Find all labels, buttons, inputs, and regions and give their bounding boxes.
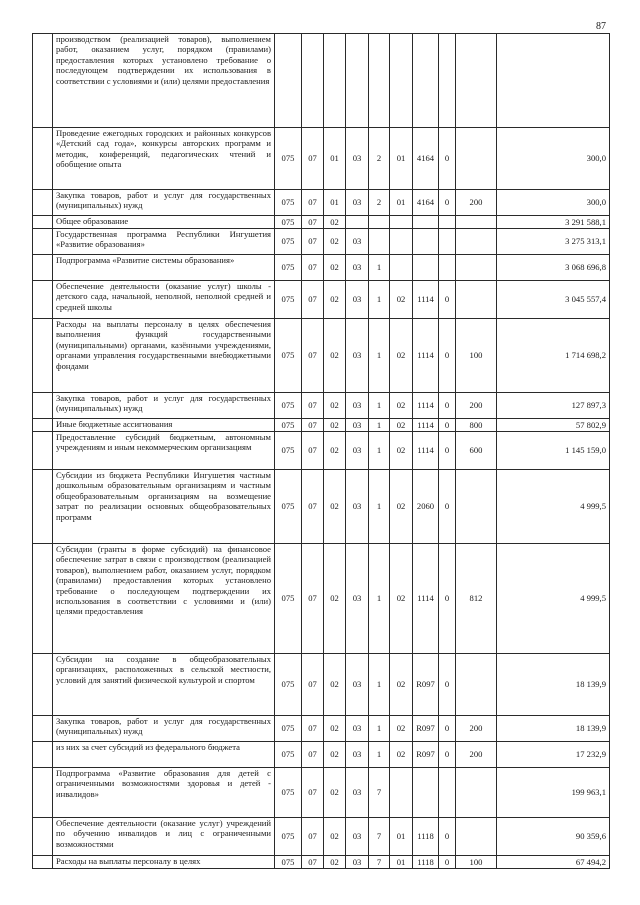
cell-event: 01 [390, 856, 413, 869]
cell-expense-type [456, 281, 497, 319]
row-description: Расходы на выплаты персоналу в целях обеспечения выполнения функций государственными (муниципальными) органами, казёнными учреждениями, органами управления государственными внебюджетными фондами [53, 319, 275, 393]
cell-subprogram: 7 [369, 768, 390, 818]
cell-event: 02 [390, 742, 413, 768]
cell-source: 0 [439, 128, 456, 190]
cell-event: 02 [390, 281, 413, 319]
cell-subprogram: 1 [369, 742, 390, 768]
cell-source: 0 [439, 470, 456, 544]
cell-gov: 075 [275, 432, 302, 470]
cell-direction [413, 768, 439, 818]
cell-program: 03 [346, 281, 369, 319]
row-description: Закупка товаров, работ и услуг для государственных (муниципальных) нужд [53, 716, 275, 742]
cell-direction: 1114 [413, 544, 439, 654]
cell-program: 03 [346, 255, 369, 281]
table-row [33, 319, 610, 393]
cell-gov: 075 [275, 470, 302, 544]
cell-program: 03 [346, 654, 369, 716]
cell-subsection: 02 [324, 281, 346, 319]
cell-direction: 1118 [413, 818, 439, 856]
page-number: 87 [596, 21, 606, 32]
cell-subprogram [369, 216, 390, 229]
cell-event: 02 [390, 319, 413, 393]
row-description: из них за счет субсидий из федерального бюджета [53, 742, 275, 768]
table-row [33, 393, 610, 419]
cell-subsection: 01 [324, 128, 346, 190]
cell-expense-type: 100 [456, 856, 497, 869]
cell-event: 02 [390, 470, 413, 544]
cell-section: 07 [302, 216, 324, 229]
cell-direction: 1118 [413, 856, 439, 869]
cell-gov: 075 [275, 818, 302, 856]
table-row [33, 432, 610, 470]
cell-expense-type: 800 [456, 419, 497, 432]
cell-expense-type: 100 [456, 319, 497, 393]
cell-section: 07 [302, 654, 324, 716]
cell-subprogram [369, 34, 390, 128]
cell-amount: 1 714 698,2 [497, 319, 610, 393]
row-description: Подпрограмма «Развитие образования для детей с ограниченными возможностями здоровья и детей - инвалидов» [53, 768, 275, 818]
cell-event [390, 255, 413, 281]
cell-event [390, 216, 413, 229]
cell-expense-type: 200 [456, 716, 497, 742]
cell-direction: 1114 [413, 281, 439, 319]
cell-program: 03 [346, 544, 369, 654]
cell-source: 0 [439, 432, 456, 470]
cell-direction [413, 34, 439, 128]
cell-expense-type [456, 216, 497, 229]
cell-event: 02 [390, 393, 413, 419]
cell-program: 03 [346, 229, 369, 255]
cell-expense-type [456, 470, 497, 544]
row-description: Предоставление субсидий бюджетным, автономным учреждениям и иным некоммерческим организациям [53, 432, 275, 470]
cell-program: 03 [346, 818, 369, 856]
cell-amount: 57 802,9 [497, 419, 610, 432]
cell-direction [413, 216, 439, 229]
cell-subprogram [369, 229, 390, 255]
table-row [33, 654, 610, 716]
cell-direction: 1114 [413, 432, 439, 470]
row-description: Иные бюджетные ассигнования [53, 419, 275, 432]
cell-expense-type [456, 229, 497, 255]
row-description: Государственная программа Республики Ингушетия «Развитие образования» [53, 229, 275, 255]
cell-source: 0 [439, 818, 456, 856]
budget-table [32, 33, 610, 869]
row-description: Субсидии (гранты в форме субсидий) на финансовое обеспечение затрат в связи с производством (реализацией товаров), выполнением работ, оказанием услуг, порядком (правилами) предоставления которых установлено требование о последующем подтверждении их использования в соответствии с условиями и (или) целями предоставления [53, 544, 275, 654]
row-description: Обеспечение деятельности (оказание услуг) школы - детского сада, начальной, неполной, неполной средней и средней школы [53, 281, 275, 319]
cell-expense-type: 200 [456, 190, 497, 216]
cell-gov: 075 [275, 319, 302, 393]
cell-subsection: 02 [324, 544, 346, 654]
row-description: Расходы на выплаты персоналу в целях [53, 856, 275, 869]
cell-program [346, 216, 369, 229]
cell-expense-type: 200 [456, 393, 497, 419]
cell-program: 03 [346, 742, 369, 768]
cell-subsection: 02 [324, 470, 346, 544]
cell-program: 03 [346, 716, 369, 742]
table-row [33, 34, 610, 128]
cell-subprogram: 1 [369, 654, 390, 716]
cell-source: 0 [439, 319, 456, 393]
cell-source: 0 [439, 856, 456, 869]
cell-section: 07 [302, 128, 324, 190]
cell-gov: 075 [275, 393, 302, 419]
table-row [33, 716, 610, 742]
cell-section: 07 [302, 818, 324, 856]
cell-program [346, 34, 369, 128]
row-description: Закупка товаров, работ и услуг для государственных (муниципальных) нужд [53, 190, 275, 216]
cell-direction: 4164 [413, 128, 439, 190]
cell-section: 07 [302, 544, 324, 654]
cell-amount: 3 291 588,1 [497, 216, 610, 229]
cell-amount: 18 139,9 [497, 654, 610, 716]
cell-expense-type: 812 [456, 544, 497, 654]
table-row [33, 419, 610, 432]
cell-direction: R097 [413, 742, 439, 768]
cell-source [439, 229, 456, 255]
cell-gov: 075 [275, 229, 302, 255]
cell-subsection: 02 [324, 716, 346, 742]
row-description: Субсидии на создание в общеобразовательных организациях, расположенных в сельской местности, условий для занятий физической культурой и спортом [53, 654, 275, 716]
cell-subsection: 02 [324, 742, 346, 768]
cell-event [390, 229, 413, 255]
cell-event: 01 [390, 818, 413, 856]
cell-gov: 075 [275, 768, 302, 818]
cell-program: 03 [346, 419, 369, 432]
cell-subsection: 02 [324, 432, 346, 470]
table-row [33, 470, 610, 544]
cell-source: 0 [439, 654, 456, 716]
cell-section: 07 [302, 229, 324, 255]
cell-direction: R097 [413, 654, 439, 716]
cell-amount: 1 145 159,0 [497, 432, 610, 470]
row-description: Субсидии из бюджета Республики Ингушетия частным дошкольным образовательным организациям и частным общеобразовательным организациям на возмещение затрат по реализации основных общеобразовательных программ [53, 470, 275, 544]
cell-subprogram: 1 [369, 281, 390, 319]
cell-subprogram: 1 [369, 393, 390, 419]
table-row [33, 128, 610, 190]
cell-event: 01 [390, 128, 413, 190]
cell-source: 0 [439, 544, 456, 654]
cell-subprogram: 1 [369, 319, 390, 393]
table-row [33, 190, 610, 216]
cell-amount: 17 232,9 [497, 742, 610, 768]
cell-program: 03 [346, 470, 369, 544]
cell-source: 0 [439, 716, 456, 742]
cell-subsection: 02 [324, 255, 346, 281]
cell-subsection: 01 [324, 190, 346, 216]
row-description: производством (реализацией товаров), выполнением работ, оказанием услуг, порядком (правилами) предоставления которых установлено требование о последующем подтверждении их использования в соответствии с условиями и (или) целями предоставления [53, 34, 275, 128]
cell-amount: 4 999,5 [497, 544, 610, 654]
cell-amount: 300,0 [497, 190, 610, 216]
cell-gov: 075 [275, 654, 302, 716]
cell-subprogram: 2 [369, 190, 390, 216]
cell-subprogram: 1 [369, 544, 390, 654]
cell-subsection: 02 [324, 229, 346, 255]
cell-direction: 2060 [413, 470, 439, 544]
table-row [33, 742, 610, 768]
cell-expense-type [456, 818, 497, 856]
cell-section: 07 [302, 255, 324, 281]
cell-direction [413, 229, 439, 255]
cell-section: 07 [302, 470, 324, 544]
cell-subprogram: 2 [369, 128, 390, 190]
cell-program: 03 [346, 432, 369, 470]
cell-section: 07 [302, 393, 324, 419]
cell-subprogram: 7 [369, 818, 390, 856]
cell-amount [497, 34, 610, 128]
cell-subprogram: 1 [369, 419, 390, 432]
cell-gov: 075 [275, 216, 302, 229]
cell-event [390, 768, 413, 818]
cell-subprogram: 1 [369, 432, 390, 470]
cell-subprogram: 1 [369, 716, 390, 742]
cell-gov: 075 [275, 190, 302, 216]
cell-program: 03 [346, 128, 369, 190]
cell-amount: 127 897,3 [497, 393, 610, 419]
cell-subsection: 02 [324, 654, 346, 716]
cell-amount: 3 045 557,4 [497, 281, 610, 319]
row-description: Общее образование [53, 216, 275, 229]
cell-section: 07 [302, 716, 324, 742]
cell-source [439, 768, 456, 818]
cell-subprogram: 1 [369, 470, 390, 544]
cell-event: 02 [390, 544, 413, 654]
cell-amount: 3 275 313,1 [497, 229, 610, 255]
cell-direction: 4164 [413, 190, 439, 216]
cell-expense-type: 200 [456, 742, 497, 768]
table-row [33, 229, 610, 255]
cell-program: 03 [346, 319, 369, 393]
table-row [33, 216, 610, 229]
cell-subsection: 02 [324, 419, 346, 432]
cell-section: 07 [302, 190, 324, 216]
cell-expense-type [456, 654, 497, 716]
row-description: Закупка товаров, работ и услуг для государственных (муниципальных) нужд [53, 393, 275, 419]
cell-gov: 075 [275, 128, 302, 190]
cell-section: 07 [302, 419, 324, 432]
cell-source [439, 255, 456, 281]
cell-event: 02 [390, 654, 413, 716]
cell-program: 03 [346, 768, 369, 818]
cell-gov: 075 [275, 742, 302, 768]
cell-expense-type: 600 [456, 432, 497, 470]
cell-expense-type [456, 34, 497, 128]
row-description: Обеспечение деятельности (оказание услуг) учреждений по обучению инвалидов и лиц с ограниченными возможностями [53, 818, 275, 856]
cell-subsection: 02 [324, 818, 346, 856]
cell-amount: 300,0 [497, 128, 610, 190]
cell-source [439, 216, 456, 229]
table-row [33, 281, 610, 319]
cell-event: 02 [390, 419, 413, 432]
cell-section: 07 [302, 742, 324, 768]
cell-source: 0 [439, 281, 456, 319]
cell-subsection: 02 [324, 768, 346, 818]
cell-subsection: 02 [324, 393, 346, 419]
cell-direction: 1114 [413, 319, 439, 393]
cell-event: 02 [390, 716, 413, 742]
cell-gov: 075 [275, 281, 302, 319]
cell-expense-type [456, 768, 497, 818]
cell-event: 01 [390, 190, 413, 216]
cell-expense-type [456, 128, 497, 190]
cell-source: 0 [439, 742, 456, 768]
cell-subsection [324, 34, 346, 128]
cell-source [439, 34, 456, 128]
cell-source: 0 [439, 393, 456, 419]
cell-amount: 67 494,2 [497, 856, 610, 869]
table-row [33, 255, 610, 281]
cell-expense-type [456, 255, 497, 281]
cell-amount: 18 139,9 [497, 716, 610, 742]
cell-section: 07 [302, 768, 324, 818]
cell-direction [413, 255, 439, 281]
cell-gov [275, 34, 302, 128]
cell-direction: 1114 [413, 419, 439, 432]
cell-direction: R097 [413, 716, 439, 742]
cell-amount: 3 068 696,8 [497, 255, 610, 281]
cell-section: 07 [302, 319, 324, 393]
cell-section: 07 [302, 856, 324, 869]
cell-section: 07 [302, 432, 324, 470]
cell-subsection: 02 [324, 856, 346, 869]
table-row [33, 544, 610, 654]
cell-section: 07 [302, 281, 324, 319]
cell-subprogram: 1 [369, 255, 390, 281]
cell-amount: 199 963,1 [497, 768, 610, 818]
cell-event: 02 [390, 432, 413, 470]
cell-gov: 075 [275, 255, 302, 281]
cell-subsection: 02 [324, 319, 346, 393]
row-description: Подпрограмма «Развитие системы образования» [53, 255, 275, 281]
cell-amount: 90 359,6 [497, 818, 610, 856]
cell-direction: 1114 [413, 393, 439, 419]
cell-source: 0 [439, 419, 456, 432]
cell-program: 03 [346, 856, 369, 869]
cell-gov: 075 [275, 716, 302, 742]
cell-source: 0 [439, 190, 456, 216]
cell-gov: 075 [275, 856, 302, 869]
cell-gov: 075 [275, 544, 302, 654]
cell-gov: 075 [275, 419, 302, 432]
cell-program: 03 [346, 190, 369, 216]
cell-amount: 4 999,5 [497, 470, 610, 544]
row-description: Проведение ежегодных городских и районных конкурсов «Детский сад года», конкурсы авторских программ и методик, конференций, педагогических чтений и обобщение опыта [53, 128, 275, 190]
table-row [33, 768, 610, 818]
table-row [33, 856, 610, 869]
table-row [33, 818, 610, 856]
cell-section [302, 34, 324, 128]
cell-subsection: 02 [324, 216, 346, 229]
cell-event [390, 34, 413, 128]
cell-program: 03 [346, 393, 369, 419]
cell-subprogram: 7 [369, 856, 390, 869]
